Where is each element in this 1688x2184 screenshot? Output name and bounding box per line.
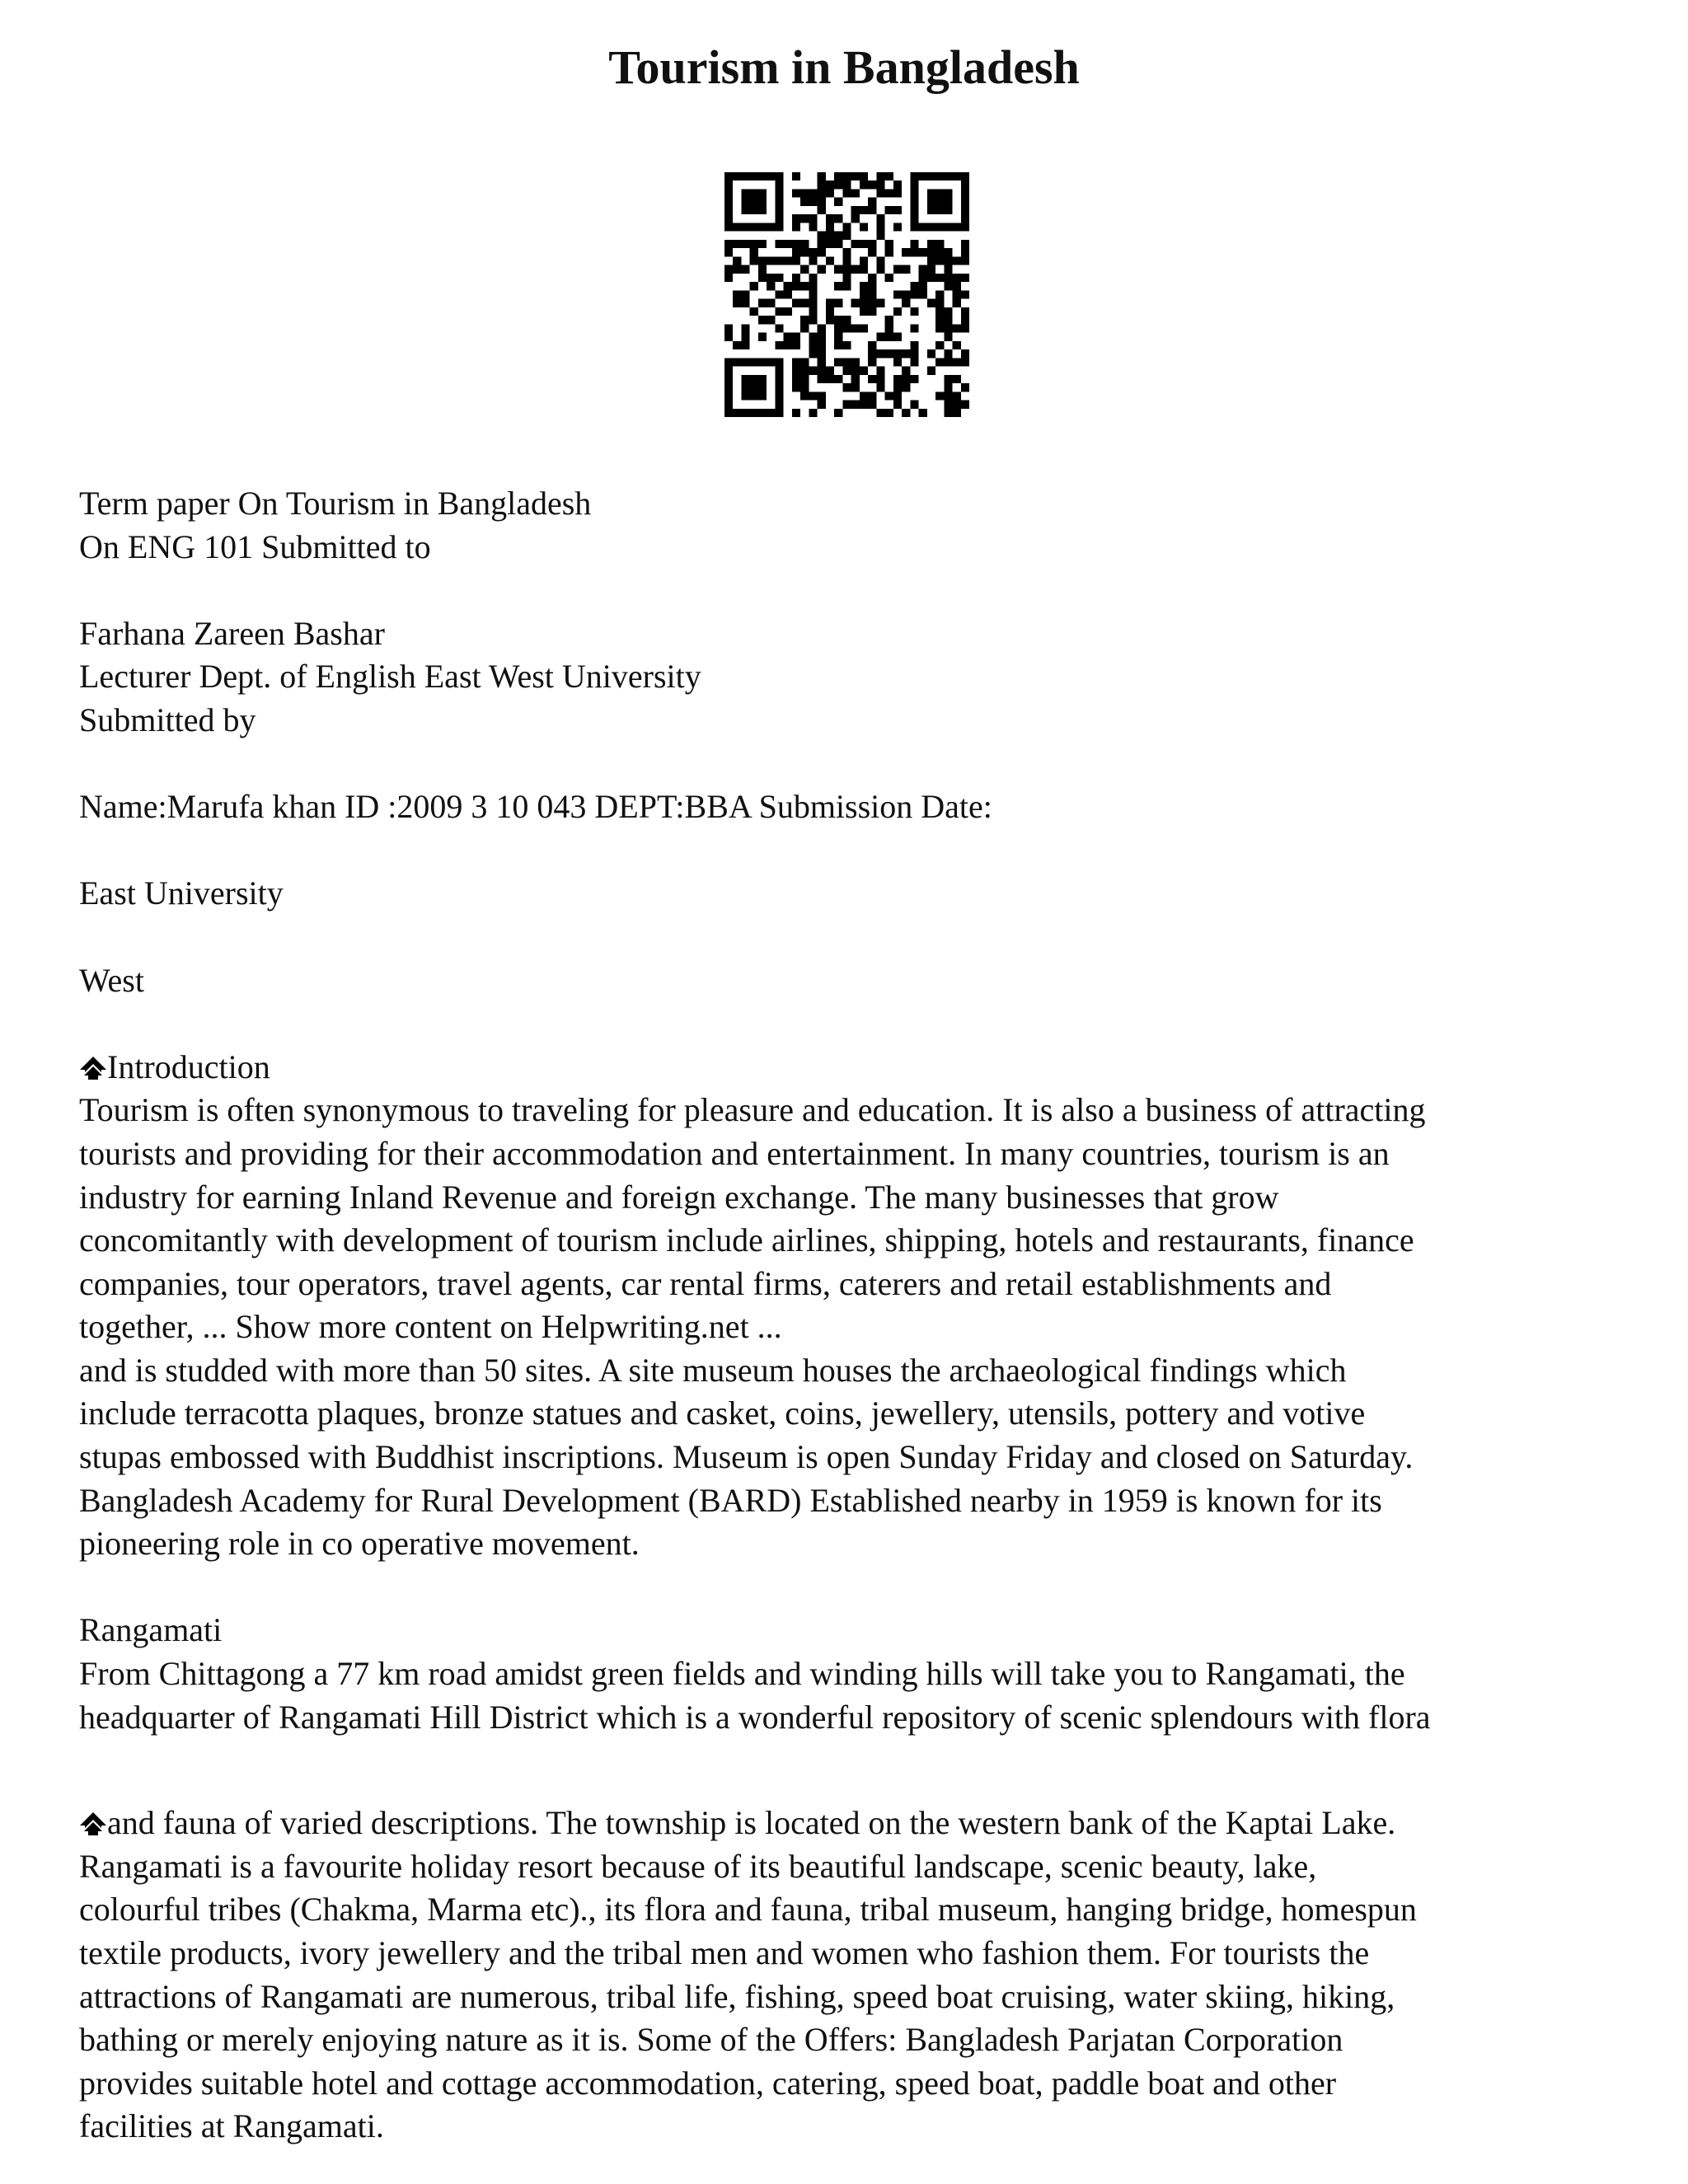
paragraph-line: tourists and providing for their accommodation and entertainment. In many countries, tourism is an: [79, 1134, 1390, 1172]
paragraph-line: headquarter of Rangamati Hill District which is a wonderful repository of scenic splendours with flora: [79, 1698, 1431, 1736]
rangamati-heading: Rangamati: [79, 1611, 223, 1649]
paragraph-line: From Chittagong a 77 km road amidst green fields and winding hills will take you to Rangamati, the: [79, 1655, 1405, 1693]
continuation-first-text: and fauna of varied descriptions. The township is located on the western bank of the Kaptai Lake.: [107, 1804, 1396, 1842]
page-break-spacer: [79, 1739, 1629, 1770]
spacer: [79, 1566, 1629, 1610]
paragraph-line: companies, tour operators, travel agents, car rental firms, caterers and retail establishments and: [79, 1264, 1332, 1302]
spacer: [79, 829, 1629, 873]
header-line: Farhana Zareen Bashar: [79, 614, 385, 652]
up-arrow-icon: [79, 1056, 107, 1080]
introduction-paragraph: [79, 1089, 1629, 1566]
header-line: Term paper On Tourism in Bangladesh: [79, 485, 592, 522]
header-line: East University: [79, 874, 284, 912]
header-line: Name:Marufa khan ID :2009 3 10 043 DEPT:BBA Submission Date:: [79, 788, 992, 826]
header-line: Lecturer Dept. of English East West University: [79, 658, 701, 696]
paragraph-line: include terracotta plaques, bronze statues and casket, coins, jewellery, utensils, pottery and votive: [79, 1394, 1366, 1432]
introduction-heading: [79, 1046, 1629, 1090]
paragraph-line: concomitantly with development of tourism include airlines, shipping, hotels and restaurants, finance: [79, 1221, 1414, 1259]
paragraph-line: industry for earning Inland Revenue and foreign exchange. The many businesses that grow: [79, 1178, 1279, 1216]
paragraph-line: Rangamati is a favourite holiday resort because of its beautiful landscape, scenic beauty, lake,: [79, 1847, 1317, 1885]
spacer: [79, 743, 1629, 786]
paragraph-line: stupas embossed with Buddhist inscriptions. Museum is open Sunday Friday and closed on Saturday.: [79, 1438, 1414, 1476]
spacer: [79, 569, 1629, 612]
qr-code-icon: [724, 172, 969, 417]
rangamati-paragraph: [79, 1652, 1629, 1739]
header-block: [79, 482, 1629, 1046]
paragraph-line: Bangladesh Academy for Rural Development (BARD) Established nearby in 1959 is known for its: [79, 1481, 1382, 1519]
continuation-paragraph: [79, 1845, 1629, 2149]
header-line: West: [79, 961, 144, 999]
introduction-heading-text: Introduction: [107, 1047, 270, 1085]
header-line: Submitted by: [79, 701, 256, 738]
paragraph-line: pioneering role in co operative movement.: [79, 1525, 640, 1563]
header-line: On ENG 101 Submitted to: [79, 527, 431, 565]
paragraph-line: facilities at Rangamati.: [79, 2107, 384, 2145]
paragraph-line: colourful tribes (Chakma, Marma etc)., its flora and fauna, tribal museum, hanging bridge, homespun: [79, 1891, 1417, 1929]
spacer: [79, 1002, 1629, 1046]
document-body: [79, 482, 1629, 2149]
paragraph-line: Tourism is often synonymous to traveling for pleasure and education. It is also a business of attracting: [79, 1091, 1426, 1129]
paragraph-line: together, ... Show more content on Helpwriting.net ...: [79, 1308, 782, 1346]
paragraph-line: bathing or merely enjoying nature as it is. Some of the Offers: Bangladesh Parjatan Corporation: [79, 2021, 1343, 2059]
continuation-first-line: [79, 1802, 1629, 1845]
paragraph-line: provides suitable hotel and cottage accommodation, catering, speed boat, paddle boat and other: [79, 2064, 1337, 2102]
paragraph-line: attractions of Rangamati are numerous, tribal life, fishing, speed boat cruising, water skiing, hiking,: [79, 1977, 1395, 2015]
spacer: [79, 916, 1629, 959]
document-title: Tourism in Bangladesh: [608, 40, 1080, 94]
up-arrow-icon: [79, 1811, 107, 1836]
paragraph-line: textile products, ivory jewellery and the tribal men and women who fashion them. For tourists the: [79, 1934, 1370, 1971]
page-break-spacer: [79, 1770, 1629, 1802]
paragraph-line: and is studded with more than 50 sites. A site museum houses the archaeological findings which: [79, 1351, 1347, 1389]
